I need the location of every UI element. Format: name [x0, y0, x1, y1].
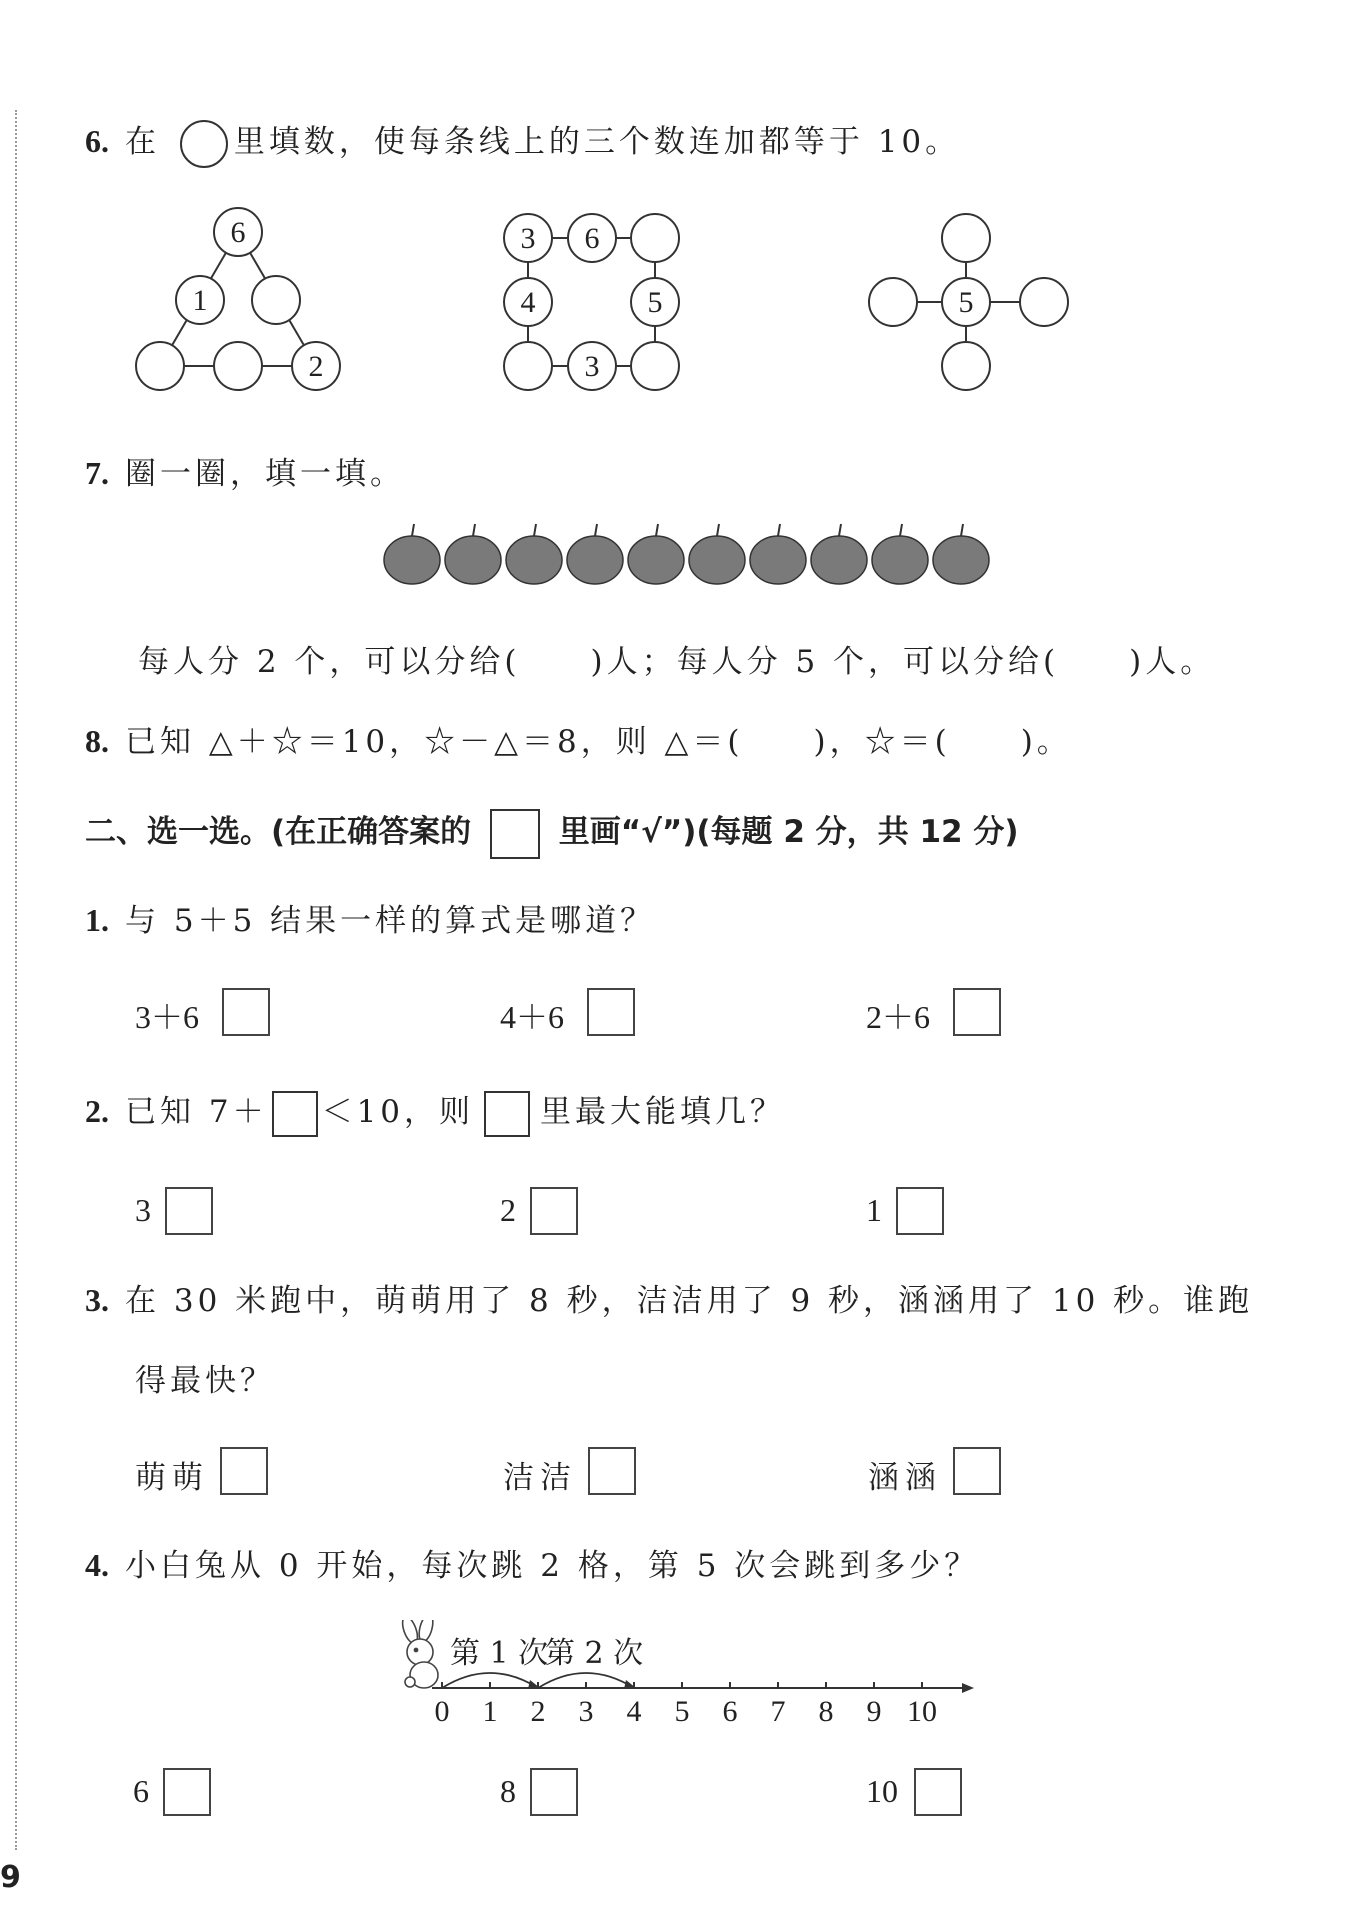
axis-arrow [962, 1683, 974, 1693]
c1-option-c-checkbox[interactable] [953, 988, 1001, 1036]
question-text: 里最大能填几？ [540, 1094, 786, 1130]
q7-fill-line [138, 636, 1215, 681]
sq-num-bm: 3 [584, 350, 600, 383]
tri-num-top: 6 [230, 216, 246, 249]
sq-num-lm: 4 [520, 286, 536, 319]
c2-option-c: 1 [866, 1192, 882, 1228]
c4-option-b-checkbox[interactable] [530, 1768, 578, 1816]
fill-text: )人；每人分 5 个，可以分给( [590, 644, 1060, 680]
c4-option-a: 6 [133, 1773, 149, 1809]
question-text: 与 5＋5 结果一样的算式是哪道？ [125, 903, 656, 939]
tri-circle-bm[interactable] [214, 342, 262, 390]
tick-label: 6 [722, 1695, 738, 1728]
tick-label: 0 [434, 1695, 450, 1728]
c4-option-b: 8 [500, 1773, 516, 1809]
question-text: 小白兔从 0 开始，每次跳 2 格，第 5 次会跳到多少？ [125, 1548, 980, 1584]
cross-circle-bottom[interactable] [942, 342, 990, 390]
question-7 [85, 448, 405, 493]
tick-label: 5 [674, 1695, 690, 1728]
tri-num-br: 2 [308, 350, 324, 383]
section-2-heading [85, 806, 1019, 859]
question-text: 圈一圈，填一填。 [125, 456, 405, 492]
hop-label-2: 第 2 次 [545, 1636, 644, 1671]
c2-option-a-checkbox[interactable] [165, 1187, 213, 1235]
sq-circle-tr[interactable] [631, 214, 679, 262]
c3-option-a: 萌萌 [135, 1460, 209, 1496]
question-number: 1. [85, 902, 109, 938]
choice-question-2 [85, 1086, 785, 1137]
c3-option-c: 涵涵 [868, 1460, 942, 1496]
choice-question-1 [85, 895, 655, 940]
question-number: 6. [85, 123, 109, 159]
question-8 [85, 716, 1072, 761]
apple-icon[interactable] [445, 524, 501, 584]
question-number: 2. [85, 1093, 109, 1129]
tick-label: 10 [907, 1695, 937, 1728]
tri-circle-bl[interactable] [136, 342, 184, 390]
apple-icon[interactable] [872, 524, 928, 584]
checkbox-symbol [490, 809, 540, 859]
sq-num-tl: 3 [520, 222, 536, 255]
sq-circle-bl[interactable] [504, 342, 552, 390]
apple-icon[interactable] [628, 524, 684, 584]
inline-box-symbol [484, 1091, 530, 1137]
c1-option-b-checkbox[interactable] [587, 988, 635, 1036]
apple-icon[interactable] [750, 524, 806, 584]
c4-option-c-checkbox[interactable] [914, 1768, 962, 1816]
question-number: 8. [85, 723, 109, 759]
choice-question-3 [85, 1275, 1253, 1320]
question-text: )。 [1020, 724, 1072, 760]
tri-num-left: 1 [192, 284, 208, 317]
c1-option-a: 3＋6 [135, 999, 200, 1035]
tick-label: 8 [818, 1695, 834, 1728]
tick-label: 9 [866, 1695, 882, 1728]
hop-label-1: 第 1 次 [450, 1636, 549, 1671]
c4-option-c: 10 [866, 1773, 898, 1809]
c2-option-c-checkbox[interactable] [896, 1187, 944, 1235]
question-text: 已知 7＋ [125, 1094, 268, 1130]
c2-option-a: 3 [135, 1192, 151, 1228]
apple-icon[interactable] [811, 524, 867, 584]
choice-question-3-line2: 得最快？ [135, 1363, 275, 1399]
section-text: 二、选一选。(在正确答案的 [85, 814, 472, 850]
q6-diagrams [0, 0, 1350, 420]
c2-option-b-checkbox[interactable] [530, 1187, 578, 1235]
question-number: 7. [85, 455, 109, 491]
tick-label: 4 [626, 1695, 642, 1728]
question-number: 4. [85, 1547, 109, 1583]
question-text: ＜10，则 [321, 1094, 475, 1130]
c2-option-b: 2 [500, 1192, 516, 1228]
choice-question-4 [85, 1540, 979, 1585]
fill-text: 每人分 2 个，可以分给( [138, 644, 521, 680]
section-text: 里画“√”)(每题 2 分，共 12 分) [558, 814, 1019, 850]
apple-icon[interactable] [506, 524, 562, 584]
number-line [380, 1620, 980, 1750]
sq-circle-br[interactable] [631, 342, 679, 390]
apple-row [380, 520, 1000, 590]
cross-circle-left[interactable] [869, 278, 917, 326]
fill-text: )人。 [1129, 644, 1216, 680]
tick-label: 1 [482, 1695, 498, 1728]
tick-label: 7 [770, 1695, 786, 1728]
question-text: )，☆＝( [813, 724, 951, 760]
apple-icon[interactable] [567, 524, 623, 584]
question-text: 在 [125, 124, 160, 160]
tick-label: 3 [578, 1695, 594, 1728]
page-number: 9 [0, 1860, 21, 1895]
sq-num-tm: 6 [584, 222, 600, 255]
c3-option-a-checkbox[interactable] [220, 1447, 268, 1495]
cross-circle-top[interactable] [942, 214, 990, 262]
rabbit-icon [400, 1620, 438, 1688]
c3-option-b-checkbox[interactable] [588, 1447, 636, 1495]
cross-num-center: 5 [958, 286, 974, 319]
c3-option-b: 洁洁 [503, 1460, 577, 1496]
apple-icon[interactable] [689, 524, 745, 584]
tri-circle-right[interactable] [252, 276, 300, 324]
apple-icon[interactable] [933, 524, 989, 584]
question-text: 里填数，使每条线上的三个数连加都等于 10。 [233, 124, 961, 160]
question-text: 已知 △＋☆＝10，☆－△＝8，则 △＝( [125, 724, 744, 760]
c4-option-a-checkbox[interactable] [163, 1768, 211, 1816]
cross-circle-right[interactable] [1020, 278, 1068, 326]
question-number: 3. [85, 1282, 109, 1318]
c1-option-a-checkbox[interactable] [222, 988, 270, 1036]
apple-icon[interactable] [384, 524, 440, 584]
inline-box-symbol [272, 1091, 318, 1137]
sq-num-rm: 5 [647, 286, 663, 319]
c3-option-c-checkbox[interactable] [953, 1447, 1001, 1495]
question-text: 在 30 米跑中，萌萌用了 8 秒，洁洁用了 9 秒，涵涵用了 10 秒。谁跑 [125, 1283, 1254, 1319]
tick-label: 2 [530, 1695, 546, 1728]
c1-option-c: 2＋6 [866, 999, 931, 1035]
c1-option-b: 4＋6 [500, 999, 565, 1035]
